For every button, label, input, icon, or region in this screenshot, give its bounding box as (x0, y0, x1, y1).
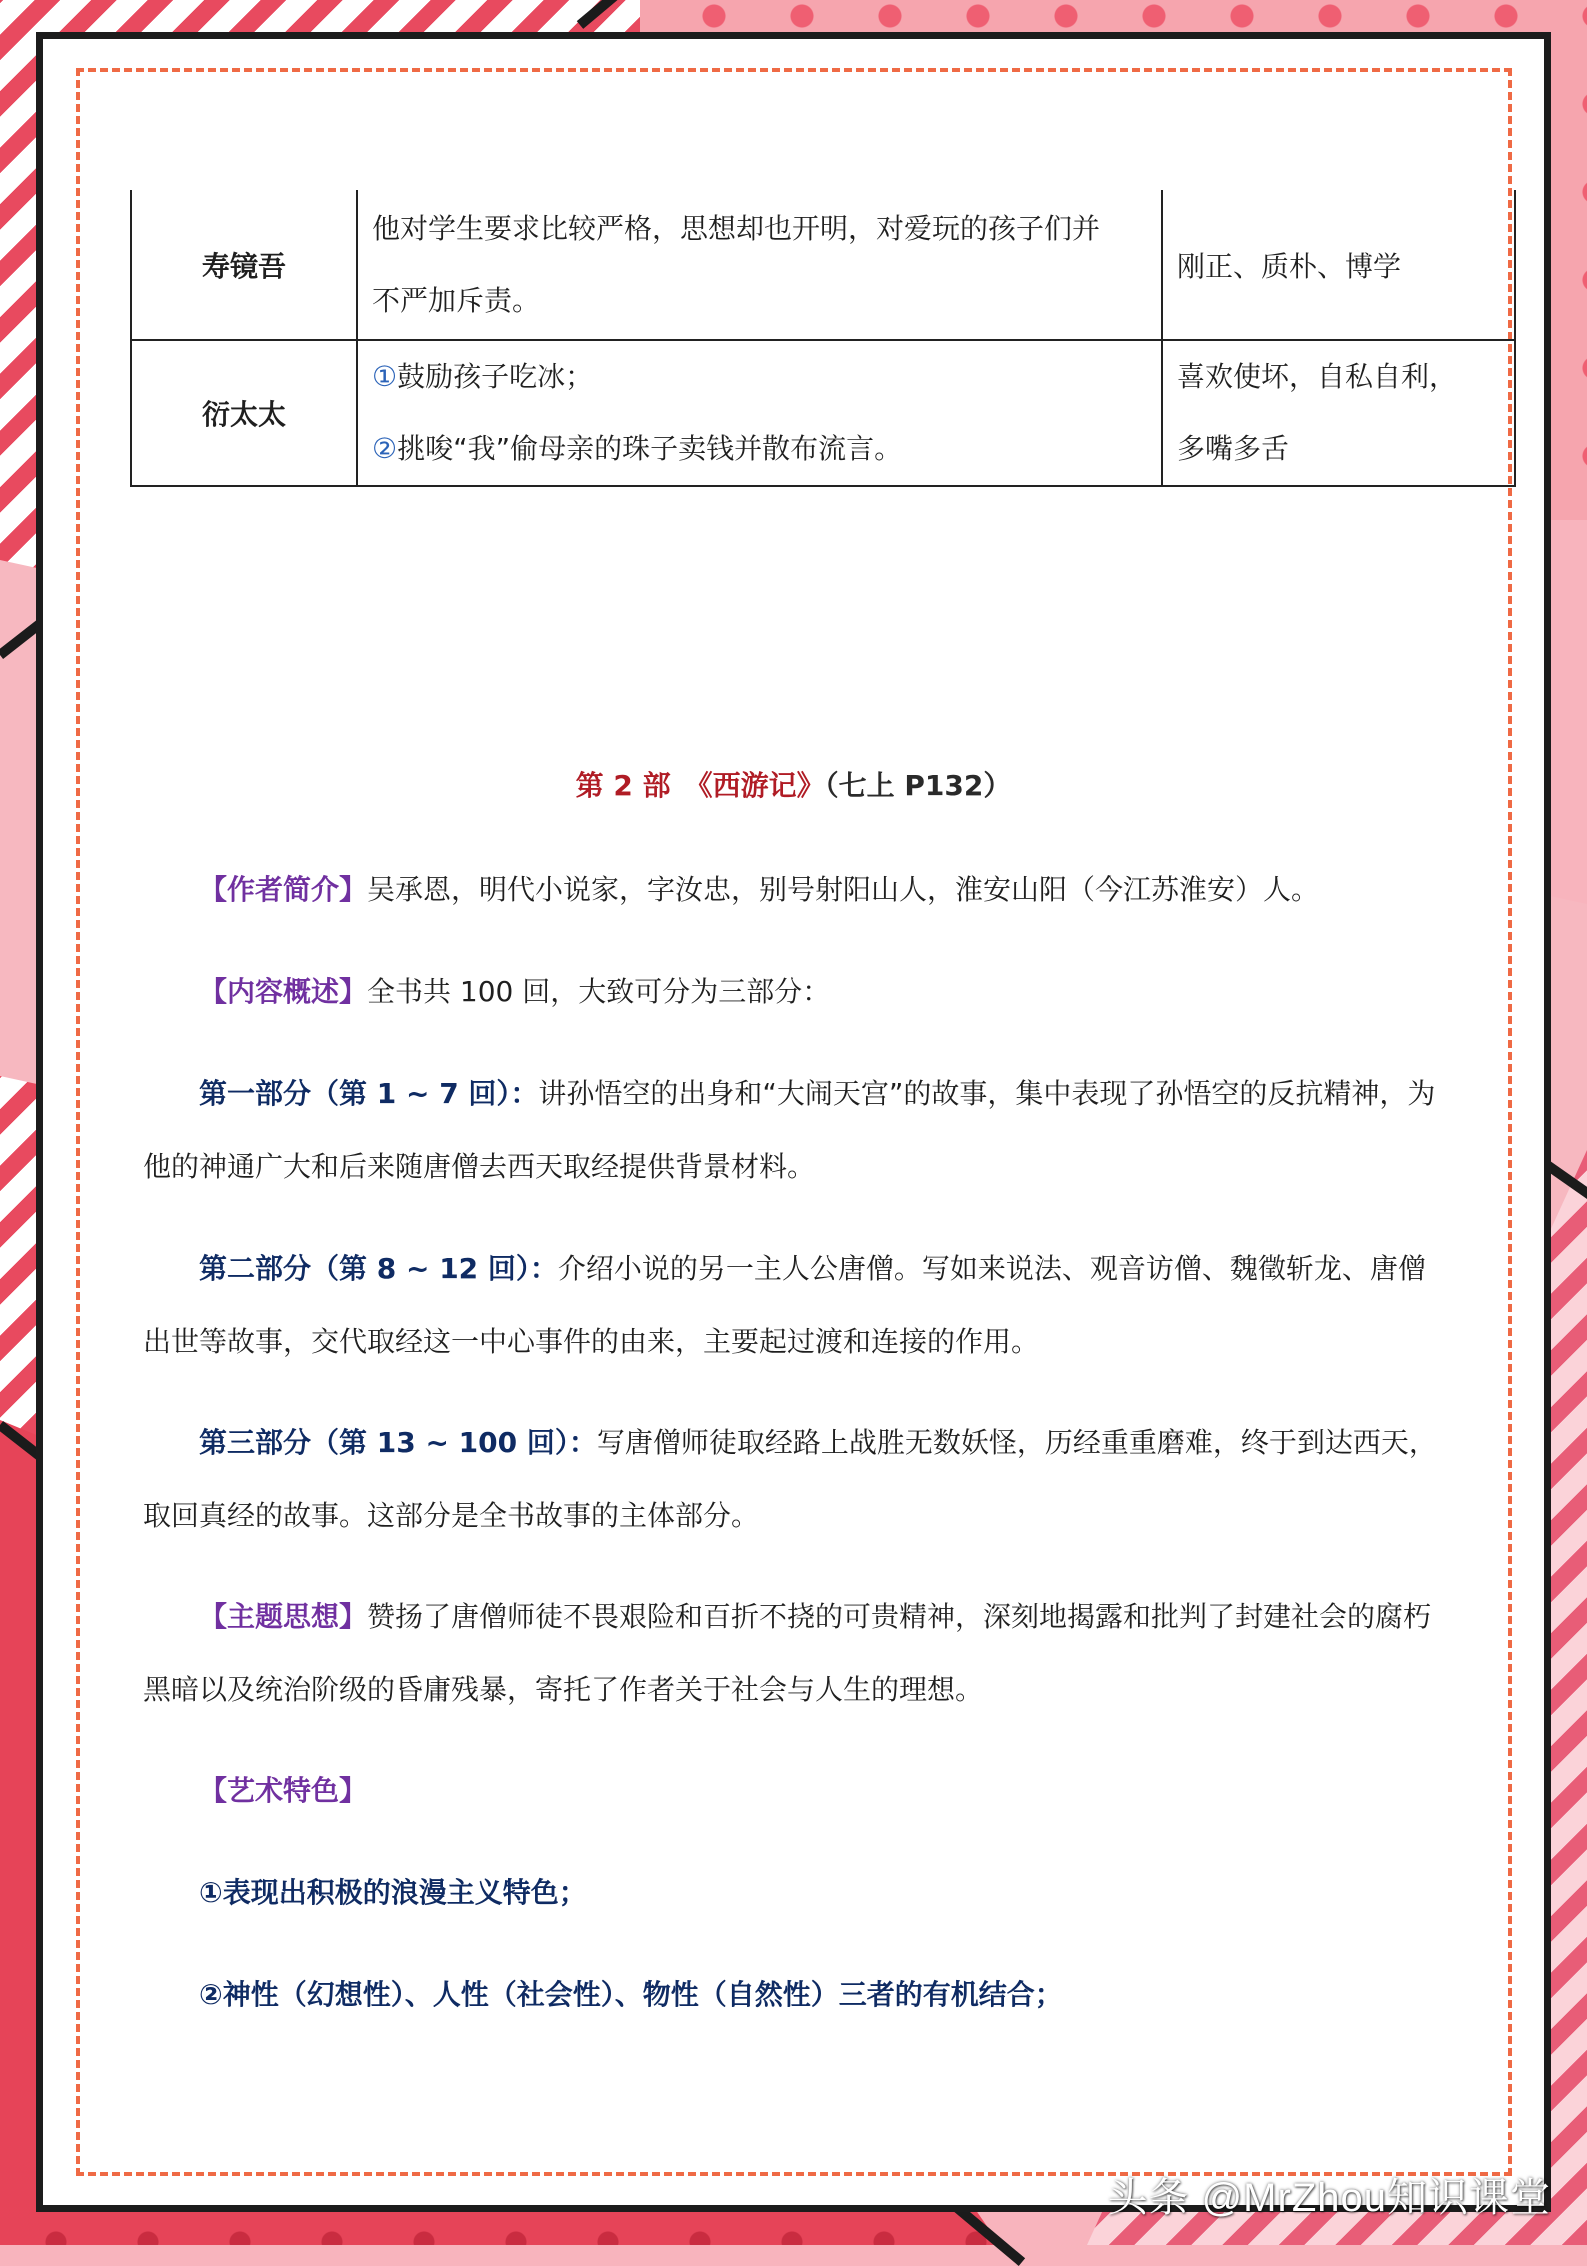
part-three-paragraph (143, 1406, 1443, 1552)
description-text: 鼓励孩子吃冰； (397, 360, 594, 393)
watermark: 头条 @MrZhou知识课堂 (1107, 2176, 1551, 2220)
theme-tag: 【主题思想】 (199, 1600, 368, 1633)
author-intro-tag: 【作者简介】 (199, 873, 368, 906)
content-summary-text: 全书共 100 回，大致可分为三部分： (367, 975, 831, 1008)
content-summary-paragraph (143, 955, 1443, 1028)
theme-paragraph (143, 1580, 1443, 1726)
description-text: 挑唆“我”偷母亲的珠子卖钱并散布流言。 (397, 432, 903, 465)
circled-number-1: ① (372, 360, 398, 393)
description-line: 不严加斥责。 (372, 283, 541, 317)
description-line (372, 341, 1147, 413)
part-one-heading: 第一部分（第 1 ~ 7 回）： (199, 1077, 539, 1110)
part-two-text: 介绍小说的另一主人公唐僧。写如来说法、观音访僧、魏徵斩龙、唐僧出世等故事，交代取经这一中心事件的由来，主要起过渡和连接的作用。 (143, 1252, 1426, 1358)
character-traits (1162, 340, 1515, 486)
traits-line: 喜欢使坏，自私自利， (1177, 360, 1458, 393)
art-feature-item (143, 1856, 1443, 1929)
character-description (357, 340, 1162, 486)
character-name: 衍太太 (131, 340, 357, 486)
description-line: 他对学生要求比较严格，思想却也开明，对爱玩的孩子们并 (372, 211, 1101, 245)
character-description (357, 190, 1162, 340)
traits-line: 多嘴多舌 (1177, 432, 1290, 465)
traits-text: 刚正、质朴、博学 (1177, 249, 1402, 283)
part-two-paragraph (143, 1232, 1443, 1378)
part-three-heading: 第三部分（第 13 ~ 100 回）： (199, 1426, 597, 1459)
part-three-text: 写唐僧师徒取经路上战胜无数妖怪，历经重重磨难，终于到达西天，取回真经的故事。这部分是全书故事的主体部分。 (143, 1426, 1437, 1532)
part-one-paragraph (143, 1057, 1443, 1203)
section-number: 第 2 部 (575, 769, 699, 802)
part-two-heading: 第二部分（第 8 ~ 12 回）： (199, 1252, 558, 1285)
character-table (130, 190, 1516, 487)
section-title (0, 766, 1587, 806)
theme-text: 赞扬了唐僧师徒不畏艰险和百折不挠的可贵精神，深刻地揭露和批判了封建社会的腐朽黑暗以及统治阶级的昏庸残暴，寄托了作者关于社会与人生的理想。 (143, 1600, 1432, 1706)
textbook-reference: （七上 P132） (824, 769, 1012, 802)
art-feature-item (143, 1958, 1443, 2031)
table-row (131, 190, 1515, 340)
book-title: 《西游记》 (698, 769, 825, 802)
character-name: 寿镜吾 (131, 190, 357, 340)
description-line (372, 413, 1147, 485)
art-feature-text: ①表现出积极的浪漫主义特色； (199, 1876, 587, 1909)
circled-number-2: ② (372, 432, 398, 465)
art-feature-text: ②神性（幻想性）、人性（社会性）、物性（自然性）三者的有机结合； (199, 1978, 1063, 2011)
table-row (131, 340, 1515, 486)
author-intro-paragraph (143, 853, 1443, 926)
art-features-paragraph (143, 1754, 1443, 1827)
author-intro-text: 吴承恩，明代小说家，字汝忠，别号射阳山人，淮安山阳（今江苏淮安）人。 (367, 873, 1320, 906)
art-features-tag: 【艺术特色】 (199, 1774, 368, 1807)
part-one-text: 讲孙悟空的出身和“大闹天宫”的故事，集中表现了孙悟空的反抗精神，为他的神通广大和后来随唐僧去西天取经提供背景材料。 (143, 1077, 1436, 1183)
content-summary-tag: 【内容概述】 (199, 975, 368, 1008)
character-traits (1162, 190, 1515, 340)
